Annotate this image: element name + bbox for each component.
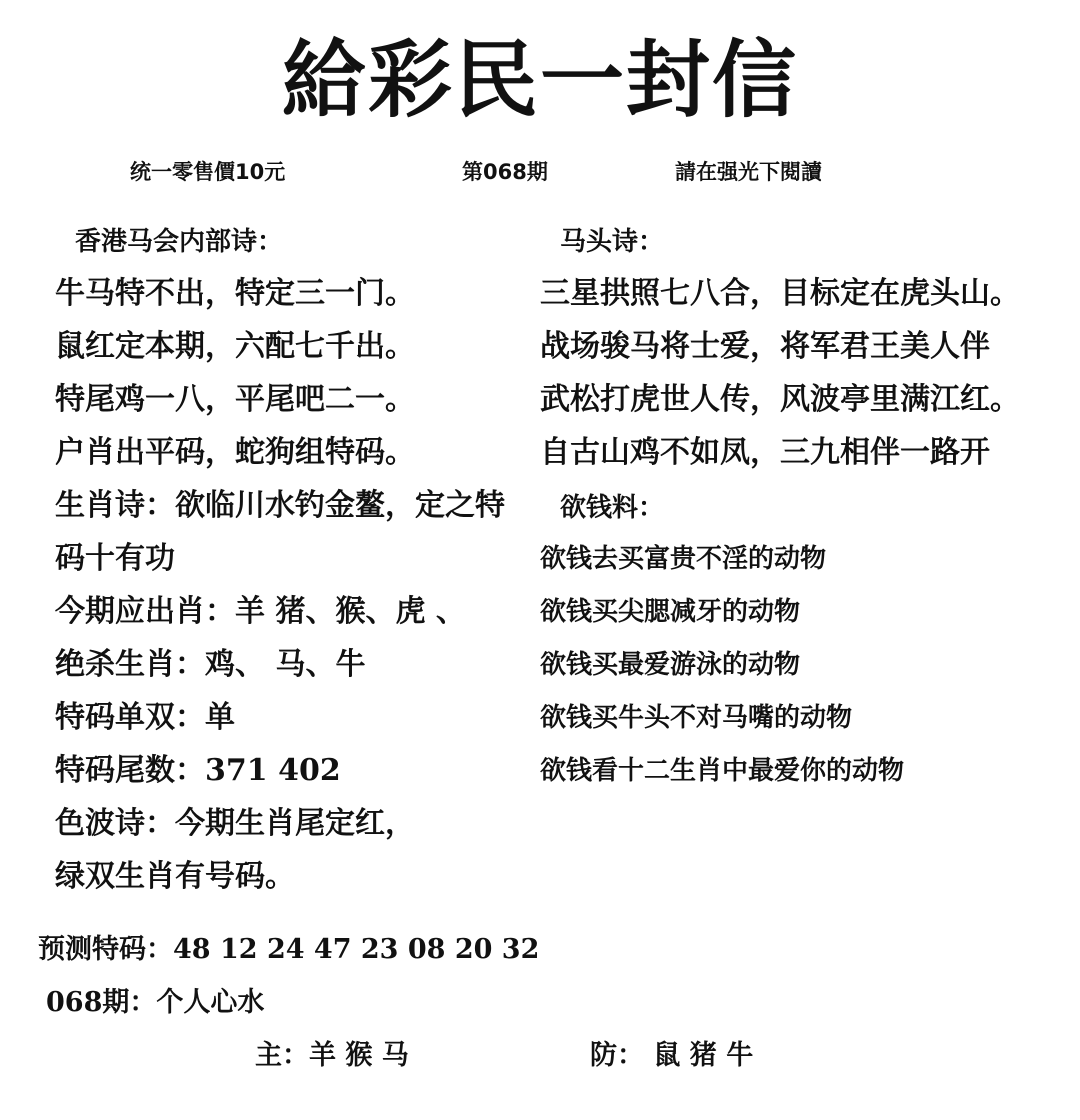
left-line: 户肖出平码，蛇狗组特码。 xyxy=(55,435,415,470)
page-title: 給彩民一封信 xyxy=(281,31,798,129)
right-heading: 马头诗： xyxy=(560,227,665,257)
left-line: 牛马特不出，特定三一门。 xyxy=(55,276,415,311)
issue-number: 第068期 xyxy=(462,160,548,184)
left-line: 今期应出肖：羊 猪、猴、虎 、 xyxy=(55,594,466,629)
left-line: 特码尾数：371 402 xyxy=(55,753,341,788)
right-subheading: 欲钱料： xyxy=(560,493,665,523)
left-line: 码十有功 xyxy=(55,541,175,576)
right-line: 欲钱去买富贵不淫的动物 xyxy=(540,544,827,574)
left-line: 色波诗：今期生肖尾定红， xyxy=(55,806,415,841)
left-line: 鼠红定本期，六配七千出。 xyxy=(55,329,415,364)
defense-pick: 防： 鼠 猪 牛 xyxy=(590,1040,754,1071)
price-label: 统一零售價10元 xyxy=(130,160,286,184)
left-line: 特尾鸡一八，平尾吧二一。 xyxy=(55,382,415,417)
main-pick: 主：羊 猴 马 xyxy=(255,1040,409,1071)
right-line: 欲钱买最爱游泳的动物 xyxy=(540,650,801,680)
right-line: 三星拱照七八合，目标定在虎头山。 xyxy=(540,276,1020,311)
right-line: 欲钱买牛头不对马嘴的动物 xyxy=(540,703,853,733)
left-line: 绿双生肖有号码。 xyxy=(55,859,295,894)
right-line: 武松打虎世人传，风波亭里满江红。 xyxy=(540,382,1020,417)
issue-pick-label: 068期：个人心水 xyxy=(46,987,265,1018)
right-line: 战场骏马将士爱，将军君王美人伴 xyxy=(540,329,990,364)
left-line: 生肖诗：欲临川水钓金鳌，定之特 xyxy=(55,488,505,523)
right-line: 欲钱买尖腮减牙的动物 xyxy=(540,597,801,627)
prediction-numbers: 预测特码：48 12 24 47 23 08 20 32 xyxy=(38,934,540,965)
reading-notice: 請在强光下閱讀 xyxy=(675,160,822,184)
left-heading: 香港马会内部诗： xyxy=(75,227,284,257)
left-line: 绝杀生肖：鸡、 马、牛 xyxy=(55,647,366,682)
right-line: 自古山鸡不如凤，三九相伴一路开 xyxy=(540,435,990,470)
left-line: 特码单双：单 xyxy=(55,700,235,735)
right-line: 欲钱看十二生肖中最爱你的动物 xyxy=(540,756,905,786)
